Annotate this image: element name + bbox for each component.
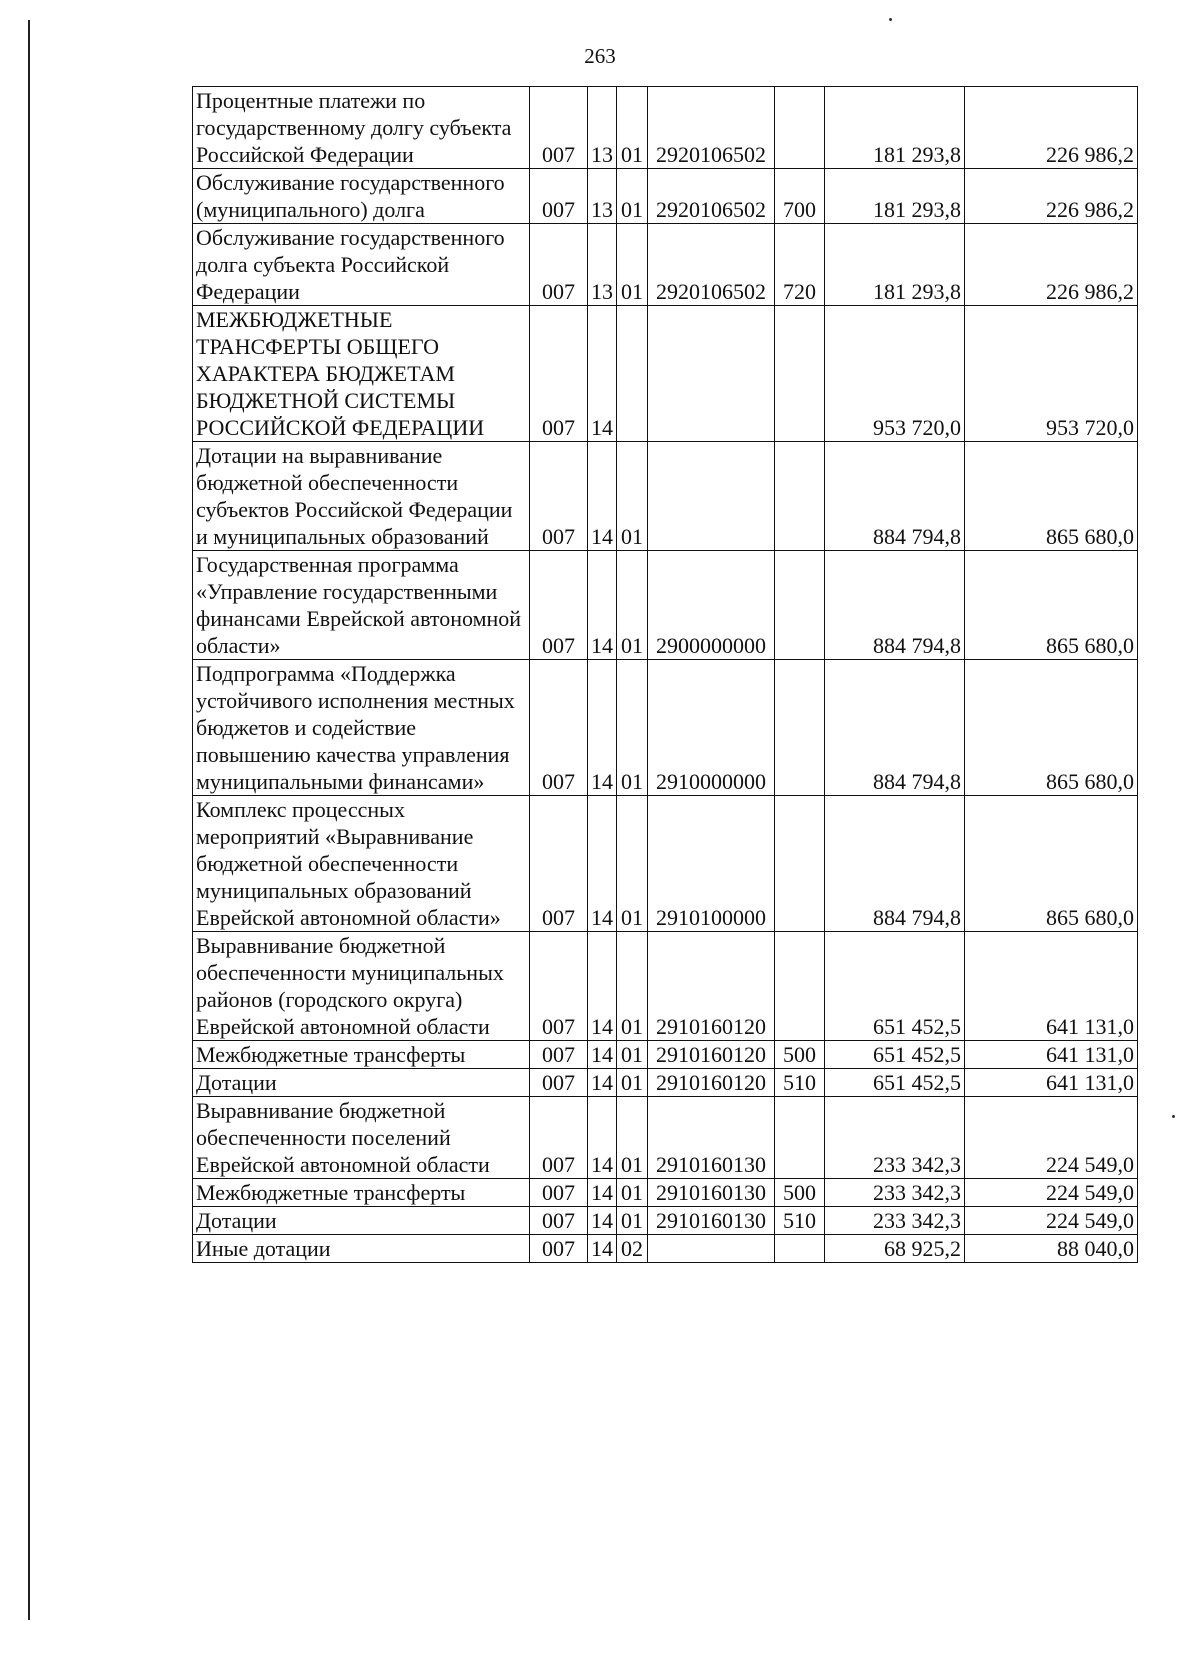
- target-article-cell: 2910160130: [648, 1097, 775, 1179]
- table-row: [193, 306, 1138, 442]
- expense-type-cell: [775, 442, 825, 551]
- table-row: [193, 1069, 1138, 1097]
- table-row: [193, 1235, 1138, 1263]
- subsection-code-cell: 01: [617, 1179, 648, 1207]
- ministry-code-cell: 007: [530, 306, 588, 442]
- row-name-cell: Обслуживание государственного (муниципального) долга: [193, 169, 530, 224]
- ministry-code-cell: 007: [530, 932, 588, 1041]
- section-code-cell: 14: [588, 660, 617, 796]
- target-article-cell: 2920106502: [648, 224, 775, 306]
- expense-type-cell: 500: [775, 1179, 825, 1207]
- amount-year1-cell: 651 452,5: [825, 1041, 965, 1069]
- target-article-cell: 2920106502: [648, 87, 775, 169]
- expense-type-cell: [775, 1097, 825, 1179]
- amount-year1-cell: 233 342,3: [825, 1207, 965, 1235]
- ministry-code-cell: 007: [530, 796, 588, 932]
- section-code-cell: 14: [588, 1069, 617, 1097]
- table-row: [193, 1041, 1138, 1069]
- table-row: [193, 1179, 1138, 1207]
- subsection-code-cell: 01: [617, 1207, 648, 1235]
- ministry-code-cell: 007: [530, 1235, 588, 1263]
- amount-year1-cell: 884 794,8: [825, 442, 965, 551]
- table-row: [193, 796, 1138, 932]
- ministry-code-cell: 007: [530, 1069, 588, 1097]
- section-code-cell: 14: [588, 1207, 617, 1235]
- target-article-cell: 2910160120: [648, 1069, 775, 1097]
- amount-year2-cell: 226 986,2: [965, 169, 1138, 224]
- amount-year2-cell: 641 131,0: [965, 932, 1138, 1041]
- amount-year1-cell: 884 794,8: [825, 660, 965, 796]
- amount-year2-cell: 865 680,0: [965, 796, 1138, 932]
- ministry-code-cell: 007: [530, 1041, 588, 1069]
- section-code-cell: 13: [588, 87, 617, 169]
- section-code-cell: 14: [588, 551, 617, 660]
- amount-year2-cell: 865 680,0: [965, 442, 1138, 551]
- row-name-cell: Иные дотации: [193, 1235, 530, 1263]
- scan-speck: [1172, 1115, 1175, 1118]
- subsection-code-cell: 01: [617, 87, 648, 169]
- target-article-cell: [648, 306, 775, 442]
- row-name-cell: Обслуживание государственного долга субъекта Российской Федерации: [193, 224, 530, 306]
- ministry-code-cell: 007: [530, 1097, 588, 1179]
- amount-year2-cell: 226 986,2: [965, 224, 1138, 306]
- amount-year1-cell: 651 452,5: [825, 932, 965, 1041]
- row-name-cell: Выравнивание бюджетной обеспеченности поселений Еврейской автономной области: [193, 1097, 530, 1179]
- section-code-cell: 14: [588, 306, 617, 442]
- row-name-cell: МЕЖБЮДЖЕТНЫЕ ТРАНСФЕРТЫ ОБЩЕГО ХАРАКТЕРА БЮДЖЕТАМ БЮДЖЕТНОЙ СИСТЕМЫ РОССИЙСКОЙ ФЕДЕРАЦИИ: [193, 306, 530, 442]
- amount-year2-cell: 88 040,0: [965, 1235, 1138, 1263]
- section-code-cell: 14: [588, 796, 617, 932]
- expense-type-cell: 510: [775, 1207, 825, 1235]
- amount-year1-cell: 651 452,5: [825, 1069, 965, 1097]
- subsection-code-cell: 01: [617, 932, 648, 1041]
- amount-year1-cell: 181 293,8: [825, 224, 965, 306]
- ministry-code-cell: 007: [530, 169, 588, 224]
- scan-edge-line: [28, 20, 30, 1620]
- section-code-cell: 14: [588, 1097, 617, 1179]
- target-article-cell: [648, 442, 775, 551]
- expense-type-cell: [775, 660, 825, 796]
- subsection-code-cell: 01: [617, 1097, 648, 1179]
- section-code-cell: 14: [588, 442, 617, 551]
- expense-type-cell: 510: [775, 1069, 825, 1097]
- subsection-code-cell: 01: [617, 551, 648, 660]
- row-name-cell: Подпрограмма «Поддержка устойчивого исполнения местных бюджетов и содействие повышению качества управления муниципальными финансами»: [193, 660, 530, 796]
- amount-year2-cell: 224 549,0: [965, 1207, 1138, 1235]
- subsection-code-cell: 02: [617, 1235, 648, 1263]
- scan-speck: [889, 18, 892, 21]
- table-row: [193, 551, 1138, 660]
- target-article-cell: 2910160120: [648, 1041, 775, 1069]
- subsection-code-cell: 01: [617, 442, 648, 551]
- subsection-code-cell: 01: [617, 224, 648, 306]
- section-code-cell: 14: [588, 1179, 617, 1207]
- amount-year1-cell: 233 342,3: [825, 1179, 965, 1207]
- amount-year2-cell: 226 986,2: [965, 87, 1138, 169]
- amount-year1-cell: 181 293,8: [825, 87, 965, 169]
- section-code-cell: 14: [588, 932, 617, 1041]
- table-body: [193, 87, 1138, 1263]
- subsection-code-cell: 01: [617, 660, 648, 796]
- budget-table: [192, 86, 1138, 1263]
- row-name-cell: Межбюджетные трансферты: [193, 1041, 530, 1069]
- target-article-cell: 2900000000: [648, 551, 775, 660]
- page-number: 263: [584, 44, 616, 68]
- section-code-cell: 14: [588, 1041, 617, 1069]
- target-article-cell: 2910100000: [648, 796, 775, 932]
- amount-year2-cell: 865 680,0: [965, 660, 1138, 796]
- table-row: [193, 169, 1138, 224]
- target-article-cell: 2910160130: [648, 1207, 775, 1235]
- amount-year2-cell: 641 131,0: [965, 1069, 1138, 1097]
- amount-year2-cell: 641 131,0: [965, 1041, 1138, 1069]
- row-name-cell: Государственная программа «Управление государственными финансами Еврейской автономной области»: [193, 551, 530, 660]
- ministry-code-cell: 007: [530, 87, 588, 169]
- expense-type-cell: [775, 306, 825, 442]
- table-row: [193, 1207, 1138, 1235]
- amount-year1-cell: 68 925,2: [825, 1235, 965, 1263]
- expense-type-cell: 720: [775, 224, 825, 306]
- expense-type-cell: 500: [775, 1041, 825, 1069]
- amount-year1-cell: 953 720,0: [825, 306, 965, 442]
- expense-type-cell: 700: [775, 169, 825, 224]
- ministry-code-cell: 007: [530, 224, 588, 306]
- amount-year2-cell: 224 549,0: [965, 1097, 1138, 1179]
- table-row: [193, 1097, 1138, 1179]
- row-name-cell: Процентные платежи по государственному долгу субъекта Российской Федерации: [193, 87, 530, 169]
- amount-year1-cell: 884 794,8: [825, 551, 965, 660]
- row-name-cell: Выравнивание бюджетной обеспеченности муниципальных районов (городского округа) Еврейской автономной области: [193, 932, 530, 1041]
- table-row: [193, 660, 1138, 796]
- subsection-code-cell: 01: [617, 1041, 648, 1069]
- ministry-code-cell: 007: [530, 1179, 588, 1207]
- target-article-cell: 2910160130: [648, 1179, 775, 1207]
- table-row: [193, 87, 1138, 169]
- section-code-cell: 14: [588, 1235, 617, 1263]
- amount-year2-cell: 865 680,0: [965, 551, 1138, 660]
- subsection-code-cell: [617, 306, 648, 442]
- subsection-code-cell: 01: [617, 796, 648, 932]
- table-row: [193, 224, 1138, 306]
- amount-year2-cell: 224 549,0: [965, 1179, 1138, 1207]
- target-article-cell: 2920106502: [648, 169, 775, 224]
- row-name-cell: Комплекс процессных мероприятий «Выравнивание бюджетной обеспеченности муниципальных образований Еврейской автономной области»: [193, 796, 530, 932]
- ministry-code-cell: 007: [530, 660, 588, 796]
- ministry-code-cell: 007: [530, 1207, 588, 1235]
- row-name-cell: Дотации: [193, 1207, 530, 1235]
- section-code-cell: 13: [588, 169, 617, 224]
- amount-year1-cell: 181 293,8: [825, 169, 965, 224]
- row-name-cell: Межбюджетные трансферты: [193, 1179, 530, 1207]
- expense-type-cell: [775, 551, 825, 660]
- expense-type-cell: [775, 932, 825, 1041]
- expense-type-cell: [775, 796, 825, 932]
- ministry-code-cell: 007: [530, 442, 588, 551]
- target-article-cell: [648, 1235, 775, 1263]
- amount-year1-cell: 233 342,3: [825, 1097, 965, 1179]
- section-code-cell: 13: [588, 224, 617, 306]
- target-article-cell: 2910160120: [648, 932, 775, 1041]
- table-row: [193, 932, 1138, 1041]
- amount-year1-cell: 884 794,8: [825, 796, 965, 932]
- ministry-code-cell: 007: [530, 551, 588, 660]
- row-name-cell: Дотации на выравнивание бюджетной обеспеченности субъектов Российской Федерации и муниципальных образований: [193, 442, 530, 551]
- target-article-cell: 2910000000: [648, 660, 775, 796]
- expense-type-cell: [775, 87, 825, 169]
- subsection-code-cell: 01: [617, 1069, 648, 1097]
- table-row: [193, 442, 1138, 551]
- subsection-code-cell: 01: [617, 169, 648, 224]
- row-name-cell: Дотации: [193, 1069, 530, 1097]
- expense-type-cell: [775, 1235, 825, 1263]
- amount-year2-cell: 953 720,0: [965, 306, 1138, 442]
